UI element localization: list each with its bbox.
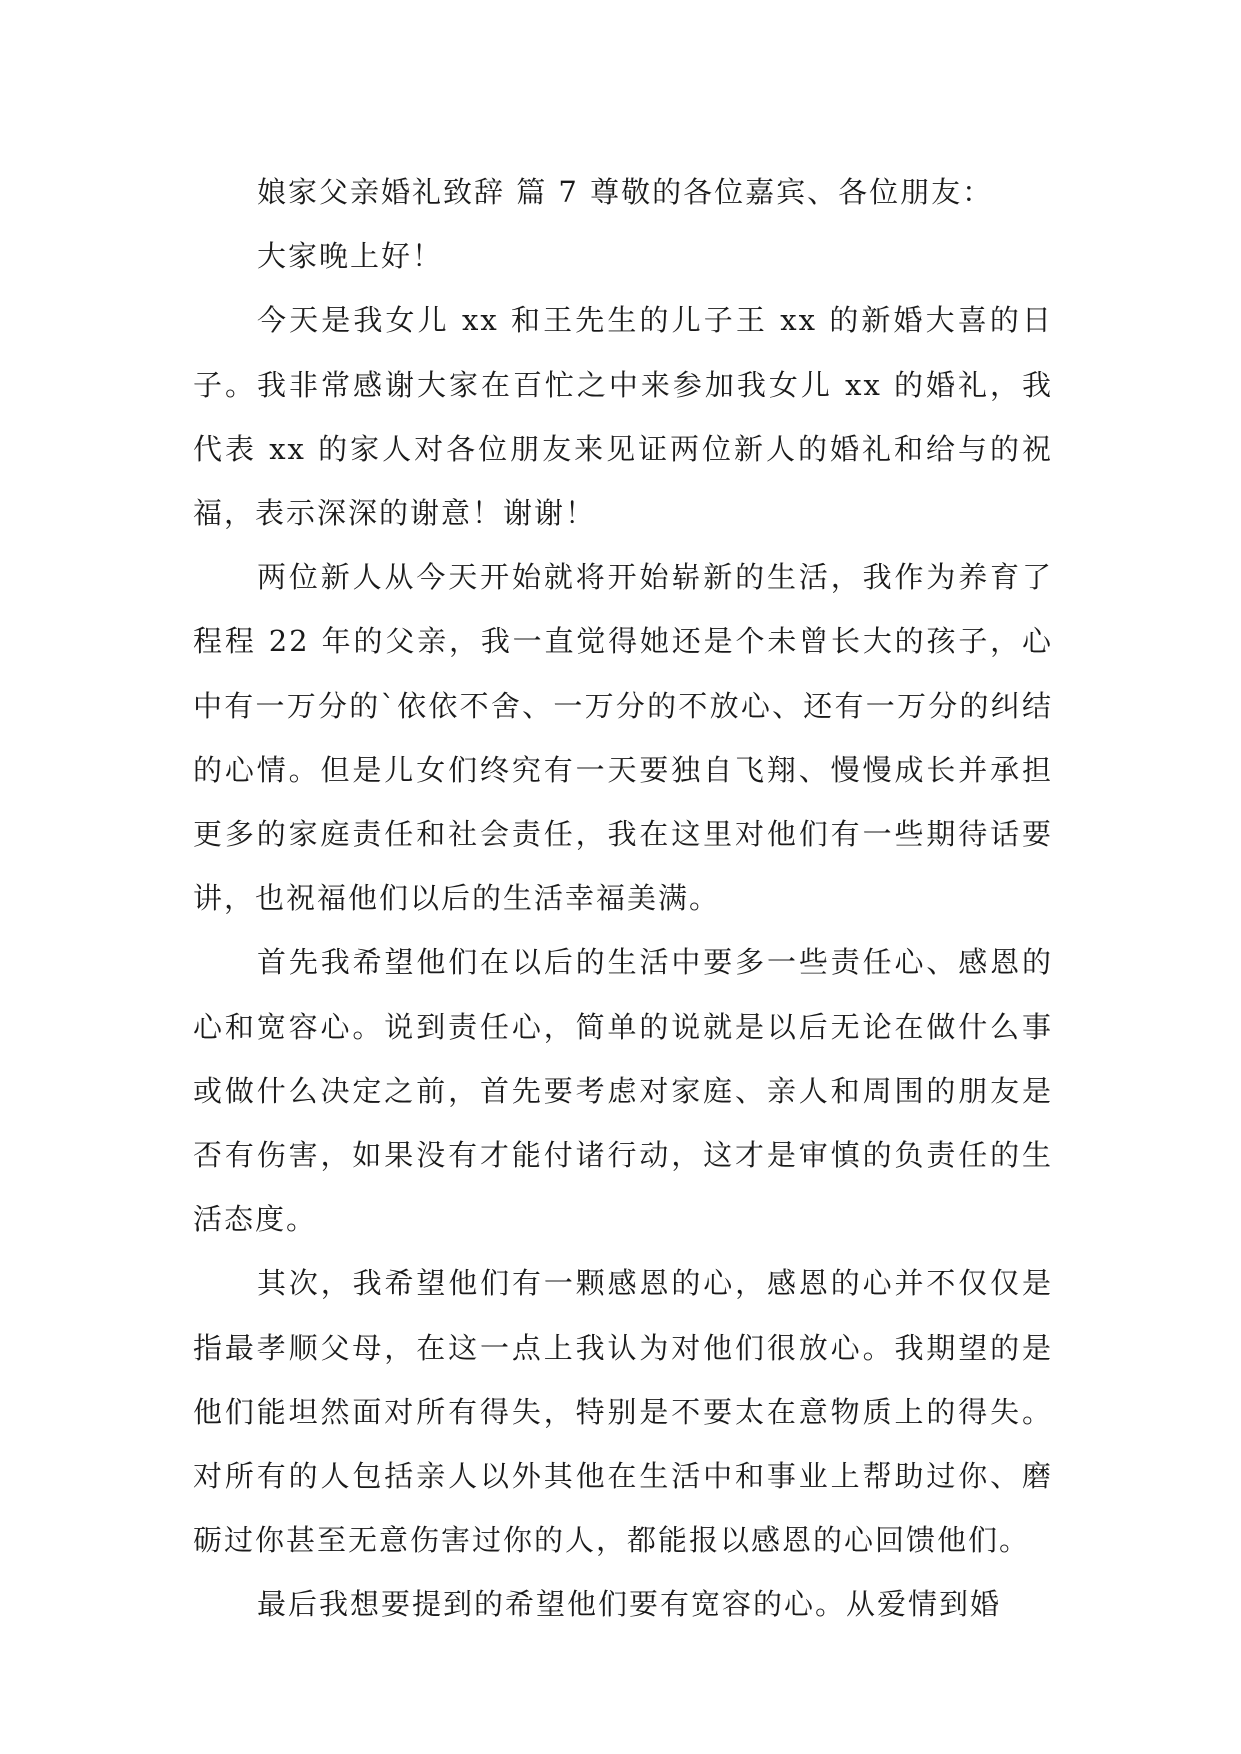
heading-paragraph: 娘家父亲婚礼致辞 篇 7 尊敬的各位嘉宾、各位朋友： xyxy=(257,175,994,209)
document-body xyxy=(193,160,1053,1637)
body-paragraph-4: 其次，我希望他们有一颗感恩的心，感恩的心并不仅仅是指最孝顺父母，在这一点上我认为对他们很放心。我期望的是他们能坦然面对所有得失，特别是不要太在意物质上的得失。对所有的人包括亲人以外其他在生活中和事业上帮助过你、磨砺过你甚至无意伤害过你的人，都能报以感恩的心回馈他们。 xyxy=(193,1266,1053,1558)
body-paragraph-1: 今天是我女儿 xx 和王先生的儿子王 xx 的新婚大喜的日子。我非常感谢大家在百忙之中来参加我女儿 xx 的婚礼，我代表 xx 的家人对各位朋友来见证两位新人的婚礼和给与的祝福，表示深深的谢意！谢谢！ xyxy=(193,303,1053,531)
body-paragraph-3: 首先我希望他们在以后的生活中要多一些责任心、感恩的心和宽容心。说到责任心，简单的说就是以后无论在做什么事或做什么决定之前，首先要考虑对家庭、亲人和周围的朋友是否有伤害，如果没有才能付诸行动，这才是审慎的负责任的生活态度。 xyxy=(193,945,1053,1237)
greeting-paragraph: 大家晚上好！ xyxy=(257,239,444,274)
body-paragraph-5: 最后我想要提到的希望他们要有宽容的心。从爱情到婚 xyxy=(257,1587,1002,1622)
body-paragraph-2: 两位新人从今天开始就将开始崭新的生活，我作为养育了程程 22 年的父亲，我一直觉得她还是个未曾长大的孩子，心中有一万分的`依依不舍、一万分的不放心、还有一万分的纠结的心情。但是儿女们终究有一天要独自飞翔、慢慢成长并承担更多的家庭责任和社会责任，我在这里对他们有一些期待话要讲，也祝福他们以后的生活幸福美满。 xyxy=(193,560,1053,916)
